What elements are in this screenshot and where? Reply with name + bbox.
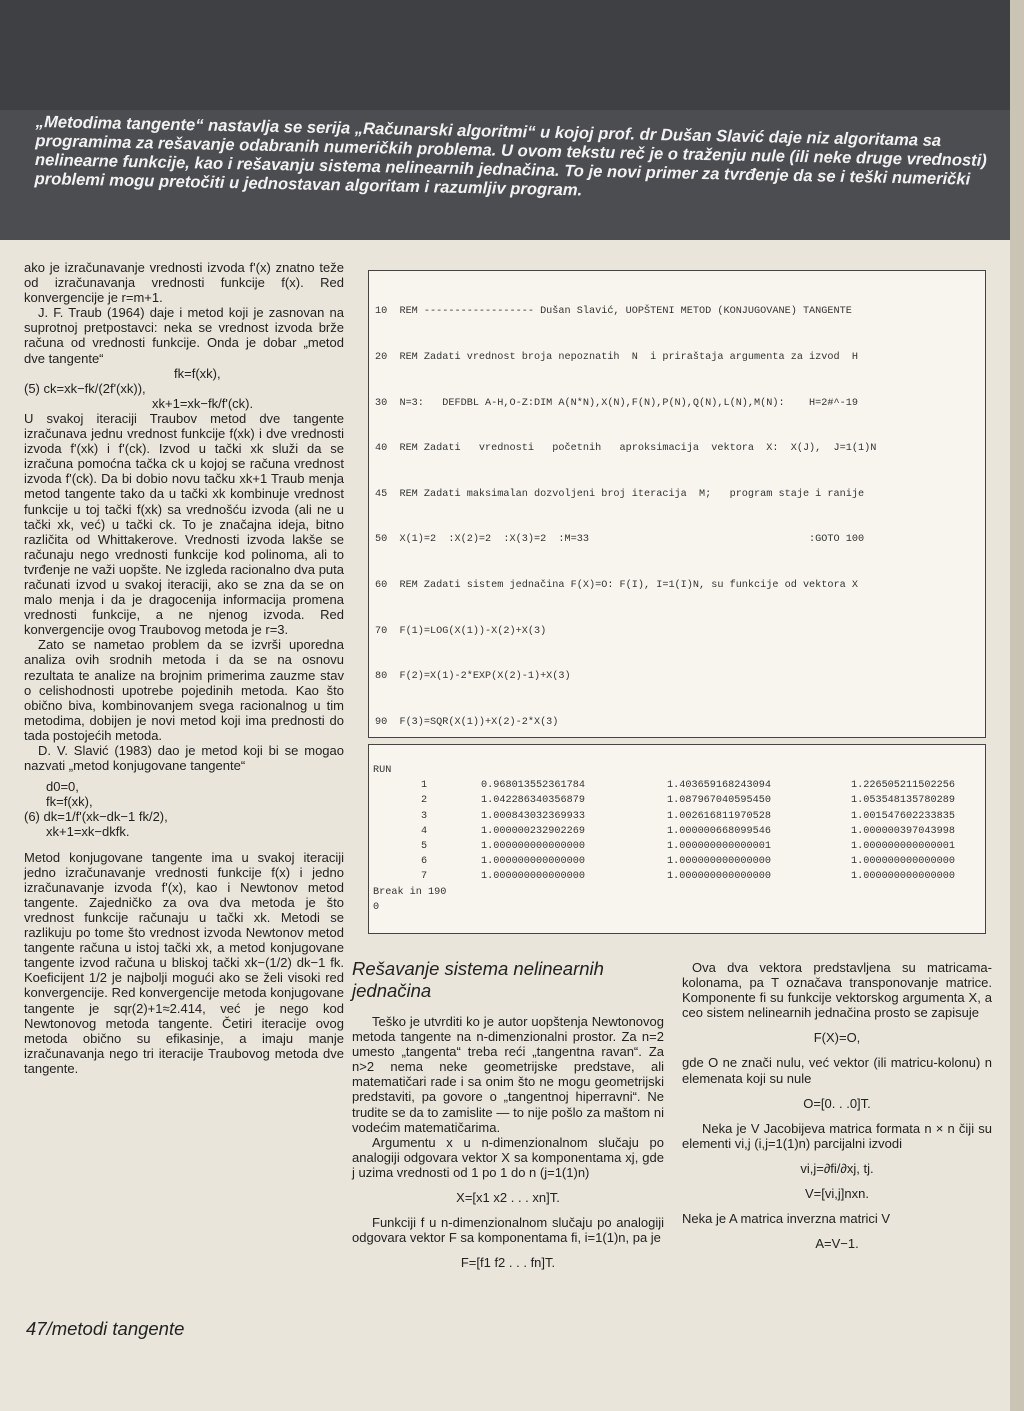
- intro-text: „Metodima tangente“ nastavlja se serija „Računarski algoritmi“ u kojoj prof. dr Dušan Slavić daje niz algoritama sa programima za rešavanje odabranih numeričkih problema. U ovom tekstu reč je o traženju nule (ili neke druge vrednosti) nelinearne funkcije, kao i rešavanju sistema nelinearnih jednačina. To je novi primer za tvrđenje da se i teški numerički problemi mogu pretočiti u jednostavan algoritam i razumljiv program.: [34, 112, 988, 200]
- x3-value: 1.000000000000000: [851, 871, 955, 883]
- equation: F(X)=O,: [813, 1030, 861, 1046]
- right-text-column: [682, 960, 992, 1261]
- x2-value: 1.000000000000000: [667, 856, 771, 868]
- equation: X=[x1 x2 . . . xn]T.: [456, 1190, 560, 1206]
- code-line: 90 F(3)=SQR(X(1))+X(2)-2*X(3): [375, 716, 559, 728]
- formula: d0=0,: [46, 779, 79, 795]
- formula: (6) dk=1/f'(xk−dk−1 fk/2),: [24, 809, 168, 825]
- page-footer: 47/metodi tangente: [26, 1318, 185, 1339]
- formula: fk=f(xk),: [46, 794, 93, 810]
- x2-value: 1.087967040595450: [667, 795, 771, 807]
- x3-value: 1.000000000000001: [851, 840, 955, 852]
- page-edge: [1010, 0, 1024, 1411]
- paragraph: Metod konjugovane tangente ima u svakoj iteraciji jedno izračunavanje vrednosti funkcije f(x) i jedno izračunavanje izvoda f'(x), kao i Newtonov metod tangente. Zajedničko za ova dva metoda je što vrednost funkcije računaju u tački xk. Metodi se razlikuju po tome što vrednost izvoda Newtonov metod tangente računa u istoj tački xk, a metod konjugovane tangente izvod računa u bliskoj tački xk−(1/2) dk−1 fk. Koeficijent 1/2 je najbolji mogući ako se želi visoki red konvergencije. Red konvergencije metoda konjugovane tangente je sqr(2)+1≈2.414, već je nego kod Newtonovog metoda tangente. Četiri iteracije ovog metoda obično su efikasinje, a imaju manje izračunavanja nego tri iteracije Traubovog metoda dve tangente.: [24, 849, 344, 1076]
- formula: xk+1=xk−fk/f'(ck).: [152, 395, 254, 411]
- basic-program-listing: [368, 270, 986, 738]
- code-line: 50 X(1)=2 :X(2)=2 :X(3)=2 :M=33 :GOTO 100: [375, 534, 865, 546]
- code-line: 20 REM Zadati vrednost broja nepoznatih N i priraštaja argumenta za izvod H: [375, 352, 858, 364]
- paragraph: Neka je A matrica inverzna matrici V: [682, 1211, 891, 1227]
- paragraph: U svakoj iteraciji Traubov metod dve tangente izračunava jednu vrednost funkcije f(xk) i dve vrednosti izvoda f'(xk) i f'(ck). Izvod u tački xk služi da se izračuna pomoćna tačka ck u kojoj se računa vrednost izvoda f'(ck). Da bi dobio novu tačku xk+1 Traub menja metod tangente tako da u tački xk kombinuje vrednost funkcije u toj tački f(xk) sa vrednošću izvoda (ali ne u tački xk, već) u tački ck. To je značajna ideja, bitno različita od Whittakerove. Vrednosti izvoda lakše se računaju nego vrednosti funkcije kod polinoma, ali to tvrđenje ne važi uopšte. Ne izgleda racionalno dva puta računati izvod u svakoj iteraciji, ako se zna da se on malo menja i da je dragocenija informacija promena vrednosti funkcije, a ne njenog izvoda. Red konvergencije ovog Traubovog metoda je r=3.: [24, 410, 344, 638]
- result-row: [373, 809, 985, 824]
- program-run-output: [368, 744, 986, 934]
- equation: V=[vi,j]nxn.: [805, 1186, 869, 1202]
- x1-value: 1.000843032369933: [481, 810, 585, 822]
- result-row: [373, 839, 985, 854]
- paragraph: Ova dva vektora predstavljena su matricama-kolonama, pa T označava transponovanje matrice. Komponente fi su funkcije vektorskog argumenta X, a ceo sistem nelinearnih jednačina prosto se zapisuje: [682, 960, 992, 1021]
- x1-value: 1.000000000000000: [481, 871, 585, 883]
- iteration-number: 5: [421, 840, 428, 852]
- iteration-number: 4: [421, 825, 428, 837]
- middle-text-column: [352, 958, 664, 1280]
- code-line: 45 REM Zadati maksimalan dozvoljeni broj iteracija M; program staje i ranije: [375, 488, 865, 500]
- result-row: [373, 824, 985, 839]
- x3-value: 1.000000000000000: [851, 856, 955, 868]
- equation: vi,j=∂fi/∂xj, tj.: [800, 1160, 874, 1176]
- code-line: 10 REM ------------------ Dušan Slavić, UOPŠTENI METOD (KONJUGOVANE) TANGENTE: [375, 306, 852, 318]
- iteration-number: 7: [421, 871, 428, 883]
- paragraph: Argumentu x u n-dimenzionalnom slučaju po analogiji odgovara vektor X sa komponentama xj, gde j uzima vrednosti od 1 po 1 do n (j=1(1)n): [352, 1134, 664, 1180]
- x2-value: 1.403659168243094: [667, 780, 771, 792]
- code-line: 40 REM Zadati vrednosti početnih aproksimacija vektora X: X(J), J=1(1)N: [375, 443, 877, 455]
- formula: (5) ck=xk−fk/(2f'(xk)),: [24, 380, 146, 396]
- left-text-column: [24, 260, 344, 1076]
- iteration-number: 2: [421, 795, 428, 807]
- x1-value: 1.000000000000000: [481, 840, 585, 852]
- formula: fk=f(xk),: [174, 365, 221, 381]
- x1-value: 1.000000000000000: [481, 856, 585, 868]
- x3-value: 1.226505211502256: [851, 780, 955, 792]
- paragraph: Zato se nametao problem da se izvrši uporedna analiza ovih srodnih metoda i da se na osnovu rezultata te analize na brojnim primerima zauzme stav o celishodnosti upotrebe pojedinih metoda. Kao što obično biva, kombinovanjem svega racionalnog u tim metodima, dobijen je novi metod koji ima prednosti do tada postojećih metoda.: [24, 637, 344, 743]
- paragraph: J. F. Traub (1964) daje i metod koji je zasnovan na suprotnoj pretpostavci: neka se vrednost izvoda brže računa od vrednosti funkcije. Onda je dobar „metod dve tangente“: [24, 305, 344, 366]
- equation: O=[0. . .0]T.: [803, 1095, 871, 1111]
- x2-value: 1.000000668099546: [667, 825, 771, 837]
- x1-value: 1.000000232902269: [481, 825, 585, 837]
- formula: xk+1=xk−dkfk.: [46, 824, 130, 840]
- iteration-number: 1: [421, 780, 428, 792]
- iteration-number: 3: [421, 810, 428, 822]
- x3-value: 1.053548135780289: [851, 795, 955, 807]
- x2-value: 1.000000000000000: [667, 871, 771, 883]
- paragraph: Teško je utvrditi ko je autor uopštenja Newtonovog metoda tangente na n-dimenzionalni prostor. Za n=2 umesto „tangenta“ treba reći „tangentna ravan“. Za n>2 nema neke geometrijske predstave, ali matematičari rade i sa onim što ne mogu geometrijski predstaviti, pa govore o „tangentnoj hiperravni“. Ne trudite se da to zamislite — to nije pošlo za maštom ni vodećim matematičarima.: [352, 1014, 664, 1135]
- result-row: [373, 793, 985, 808]
- break-message: Break in 190: [373, 886, 447, 898]
- x1-value: 0.968013552361784: [481, 780, 585, 792]
- paragraph: gde O ne znači nulu, već vektor (ili matricu-kolonu) n elemenata koji su nule: [682, 1055, 992, 1086]
- paragraph: Neka je V Jacobijeva matrica formata n × n čiji su elementi vi,j (i,j=1(1)n) parcijalni izvodi: [682, 1120, 992, 1151]
- result-row: [373, 778, 985, 793]
- section-heading: Rešavanje sistema nelinearnih jednačina: [352, 958, 604, 1001]
- iteration-number: 6: [421, 856, 428, 868]
- paragraph: Funkciji f u n-dimenzionalnom slučaju po analogiji odgovara vektor F sa komponentama fi, i=1(1)n, pa je: [352, 1215, 664, 1246]
- code-line: 70 F(1)=LOG(X(1))-X(2)+X(3): [375, 625, 547, 637]
- equation: A=V−1.: [815, 1236, 859, 1252]
- banner-photo-area: [0, 0, 1024, 110]
- x2-value: 1.000000000000001: [667, 840, 771, 852]
- result-row: [373, 854, 985, 869]
- code-line: 80 F(2)=X(1)-2*EXP(X(2)-1)+X(3): [375, 671, 571, 683]
- intro-banner: [0, 0, 1024, 240]
- x2-value: 1.002616811970528: [667, 810, 771, 822]
- paragraph: D. V. Slavić (1983) dao je metod koji bi se mogao nazvati „metod konjugovane tangente“: [24, 743, 344, 774]
- x3-value: 1.000000397043998: [851, 825, 955, 837]
- result-row: [373, 869, 985, 884]
- equation: F=[f1 f2 . . . fn]T.: [460, 1255, 556, 1271]
- run-label: RUN: [373, 765, 392, 776]
- code-line: 60 REM Zadati sistem jednačina F(X)=O: F(I), I=1(I)N, su funkcije od vektora X: [375, 580, 858, 592]
- x1-value: 1.042286340356879: [481, 795, 585, 807]
- paragraph: ako je izračunavanje vrednosti izvoda f'(x) znatno teže od izračunavanja vrednosti funkcije f(x). Red konvergencije je r=m+1.: [24, 260, 344, 306]
- prompt-line: 0: [373, 901, 380, 913]
- code-line: 30 N=3: DEFDBL A-H,O-Z:DIM A(N*N),X(N),F(N),P(N),Q(N),L(N),M(N): H=2#^-19: [375, 397, 858, 409]
- x3-value: 1.001547602233835: [851, 810, 955, 822]
